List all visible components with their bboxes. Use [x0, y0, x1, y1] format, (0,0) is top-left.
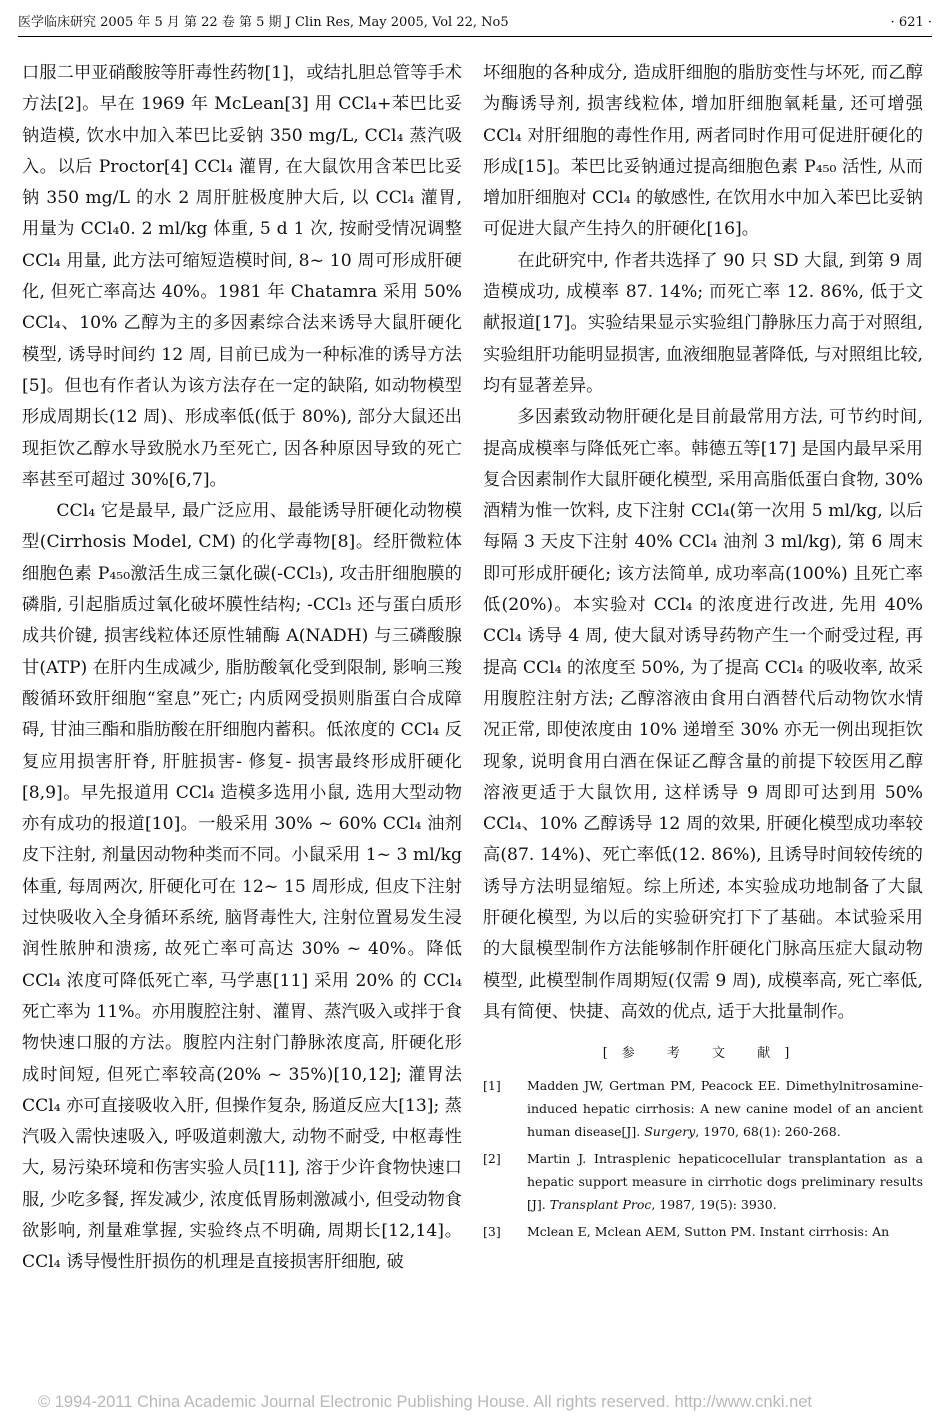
running-header — [18, 14, 932, 37]
reference-number: [3] — [483, 1224, 501, 1240]
reference-text: Mclean E, Mclean AEM, Sutton PM. Instant cirrhosis: An — [527, 1224, 890, 1240]
copyright-watermark: © 1994-2011 China Academic Journal Electronic Publishing House. All rights reserved. http://www.cnki.net — [38, 1393, 813, 1411]
reference-tail: , 1970, 68(1): 260-268. — [695, 1124, 841, 1140]
paragraph-modeling-methods: 口服二甲亚硝酸胺等肝毒性药物[1]，或结扎胆总管等手术方法[2]。早在 1969 年 McLean[3] 用 CCl₄+苯巴比妥钠造模, 饮水中加入苯巴比妥钠 350 mg/L, CCl₄ 蒸汽吸入。以后 Proctor[4] CCl₄ 灌胃, 在大鼠饮用含苯巴比妥钠 350 mg/L 的水 2 周肝脏极度肿大后, 以 CCl₄ 灌胃, 用量为 CCl₄0. 2 ml/kg 体重, 5 d 1 次, 按耐受情况调整 CCl₄ 用量, 此方法可缩短造模时间, 8~ 10 周可形成肝硬化, 但死亡率高达 40%。1981 年 Chatamra 采用 50% CCl₄、10% 乙醇为主的多因素综合法来诱导大鼠肝硬化模型, 诱导时间约 12 周, 目前已成为一种标准的诱导方法[5]。但也有作者认为该方法存在一定的缺陷, 如动物模型形成周期长(12 周)、形成率低(低于 80%), 部分大鼠还出现拒饮乙醇水导致脱水乃至死亡, 因各种原因导致的死亡率甚至可超过 30%[6,7]。 — [22, 63, 462, 490]
paragraph-continued: 坏细胞的各种成分, 造成肝细胞的脂肪变性与坏死, 而乙醇为酶诱导剂, 损害线粒体, 增加肝细胞氧耗量, 还可增强 CCl₄ 对肝细胞的毒性作用, 两者同时作用可促进肝硬化的形成[15]。苯巴比妥钠通过提高细胞色素 P₄₅₀ 活性, 从而增加肝细胞对 CCl₄ 的敏感性, 在饮用水中加入苯巴比妥钠可促进大鼠产生持久的肝硬化[16]。 — [483, 63, 923, 240]
page-number: · 621 · — [890, 15, 932, 30]
paragraph-discussion: 多因素致动物肝硬化是目前最常用方法, 可节约时间, 提高成模率与降低死亡率。韩德五等[17] 是国内最早采用复合因素制作大鼠肝硬化模型, 采用高脂低蛋白食物, 30% 酒精为惟一饮料, 皮下注射 CCl₄(第一次用 5 ml/kg, 以后每隔 3 天皮下注射 40% CCl₄ 油剂 3 ml/kg), 第 6 周末即可形成肝硬化; 该方法简单, 成功率高(100%) 且死亡率低(20%)。本实验对 CCl₄ 的浓度进行改进, 先用 40% CCl₄ 诱导 4 周, 使大鼠对诱导药物产生一个耐受过程, 再提高 CCl₄ 的浓度至 50%, 为了提高 CCl₄ 的吸收率, 故采用腹腔注射方法; 乙醇溶液由食用白酒替代后动物饮水情况正常, 即使浓度由 10% 递增至 30% 亦无一例出现拒饮现象, 说明食用白酒在保证乙醇含量的前提下较医用乙醇溶液更适于大鼠饮用, 这样诱导 9 周即可达到用 50% CCl₄、10% 乙醇诱导 12 周的效果, 肝硬化模型成功率较高(87. 14%)、死亡率低(12. 86%), 且诱导时间较传统的诱导方法明显缩短。综上所述, 本实验成功地制备了大鼠肝硬化模型, 为以后的实验研究打下了基础。本试验采用的大鼠模型制作方法能够制作肝硬化门脉高压症大鼠动物模型, 此模型制作周期短(仅需 9 周), 成模率高, 死亡率低, 具有简便、快捷、高效的优点, 适于大批量制作。 — [483, 407, 923, 1022]
reference-number: [1] — [483, 1078, 501, 1094]
left-column — [22, 58, 462, 1368]
reference-journal: Surgery — [644, 1124, 696, 1140]
reference-item — [483, 1074, 923, 1143]
references-heading: [参 考 文 献] — [602, 1046, 804, 1062]
paragraph-study-results: 在此研究中, 作者共选择了 90 只 SD 大鼠, 到第 9 周造模成功, 成模率 87. 14%; 而死亡率 12. 86%, 低于文献报道[17]。实验结果显示实验组门静脉压力高于对照组, 实验组肝功能明显损害, 血液细胞显著降低, 与对照组比较, 均有显著差异。 — [483, 250, 923, 396]
reference-number: [2] — [483, 1151, 501, 1167]
reference-tail: , 1987, 19(5): 3930. — [651, 1197, 777, 1213]
reference-item — [483, 1220, 923, 1243]
paragraph-ccl4-mechanism: CCl₄ 它是最早, 最广泛应用、最能诱导肝硬化动物模型(Cirrhosis Model, CM) 的化学毒物[8]。经肝微粒体细胞色素 P₄₅₀激活生成三氯化碳(-CCl₃), 攻击肝细胞膜的磷脂, 引起脂质过氧化破坏膜性结构; -CCl₃ 还与蛋白质形成共价键, 损害线粒体还原性辅酶 A(NADH) 与三磷酸腺甘(ATP) 在肝内生成减少, 脂肪酸氧化受到限制, 影响三羧酸循环致肝细胞“窒息”死亡; 内质网受损则脂蛋白合成障碍, 甘油三酯和脂肪酸在肝细胞内蓄积。低浓度的 CCl₄ 反复应用损害肝脊, 肝脏损害- 修复- 损害最终形成肝硬化[8,9]。早先报道用 CCl₄ 造模多选用小鼠, 选用大型动物亦有成功的报道[10]。一般采用 30% ~ 60% CCl₄ 油剂皮下注射, 剂量因动物种类而不同。小鼠采用 1~ 3 ml/kg 体重, 每周两次, 肝硬化可在 12~ 15 周形成, 但皮下注射过快吸收入全身循环系统, 脑肾毒性大, 注射位置易发生浸润性脓肿和溃疡, 故死亡率可高达 30% ~ 40%。降低 CCl₄ 浓度可降低死亡率, 马学惠[11] 采用 20% 的 CCl₄ 死亡率为 11%。亦用腹腔注射、灌胃、蒸汽吸入或拌于食物快速口服的方法。腹腔内注射门静脉浓度高, 肝硬化形成时间短, 但死亡率较高(20% ~ 35%)[10,12]; 灌胃法 CCl₄ 亦可直接吸收入肝, 但操作复杂, 肠道反应大[13]; 蒸汽吸入需快速吸入, 呼吸道刺激大, 动物不耐受, 中枢毒性大, 易污染环境和伤害实验人员[11], 溶于少许食物快速口服, 少吃多餐, 挥发减少, 浓度低胃肠刺激减小, 但受动物食欲影响, 剂量难掌握, 实验终点不明确, 周期长[12,14]。CCl₄ 诱导慢性肝损伤的机理是直接损害肝细胞, 破 — [22, 501, 462, 1273]
reference-text: Martin J. Intrasplenic hepaticocellular transplantation as a hepatic support measure in cirrhotic dogs preliminary results [J]. — [527, 1151, 923, 1213]
journal-header-info: 医学临床研究 2005 年 5 月 第 22 卷 第 5 期 J Clin Res, May 2005, Vol 22, No5 — [18, 15, 509, 30]
reference-item — [483, 1147, 923, 1216]
reference-text: Madden JW, Gertman PM, Peacock EE. Dimethylnitrosamine-induced hepatic cirrhosis: A new canine model of an ancient human disease[J]. — [527, 1078, 923, 1140]
right-column — [483, 58, 923, 1368]
reference-journal: Transplant Proc — [549, 1197, 652, 1213]
